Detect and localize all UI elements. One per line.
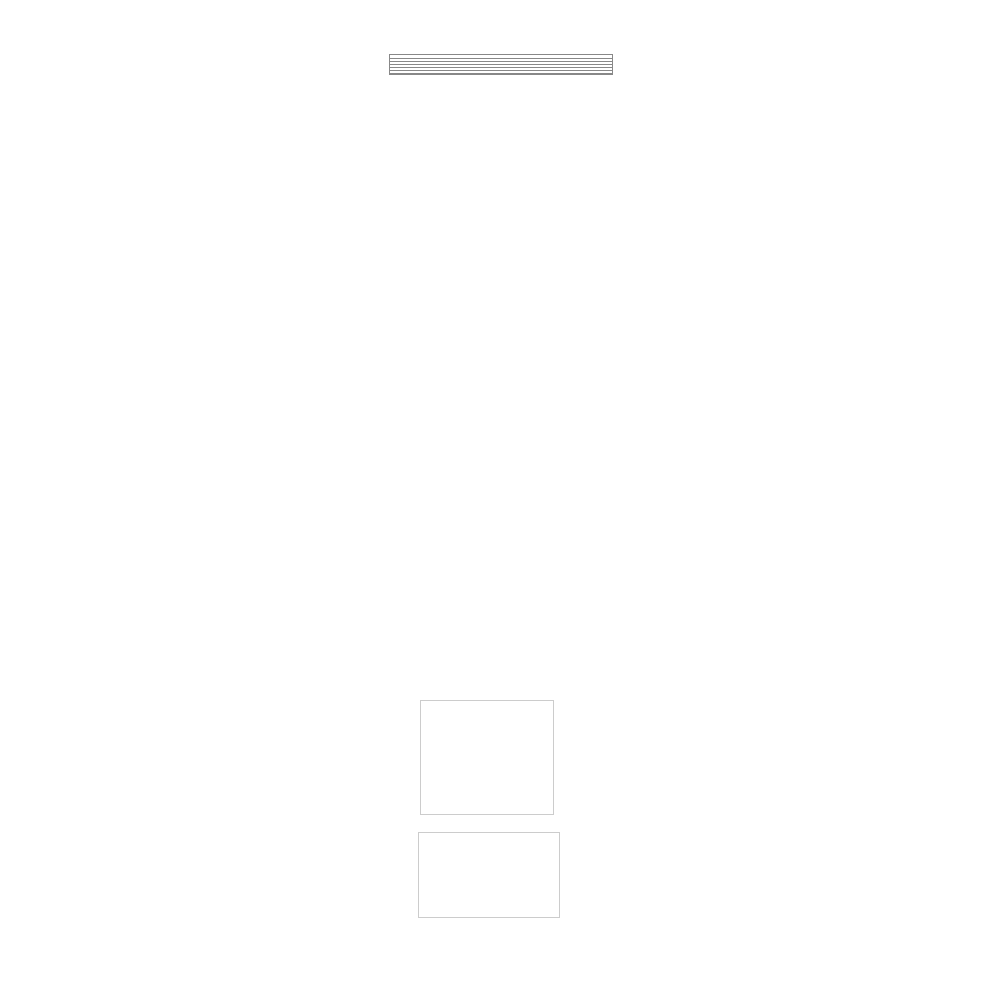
spectrum-chart [418,832,560,918]
spectrum-chart-svg [419,833,559,917]
product-data-sheet [389,54,613,75]
type-header [390,71,612,74]
polar-diagram-svg [421,701,553,814]
polar-diagram [420,700,554,815]
